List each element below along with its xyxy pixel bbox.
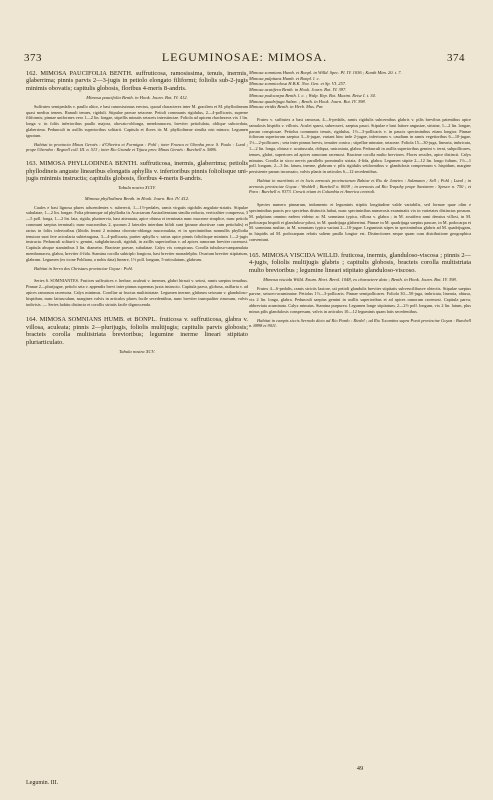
species-163-heading: 163. MIMOSA PHYLLODINEA BENTH. suffruticosa, inermis, glaberrima; petiolis phyllodineis angustе linearibus elongatis aphyllis v. inferioribus pinnis foliolisque uni-jugis minimis instructis; capitulis globosis, floribus 4-meris 8-andris.	[26, 160, 248, 182]
species-162-habitat: Habitat in provincia Minas Geraës : d'Oliveira et Formigas : Pohl ; inter Franca et Ubenha prov. S. Paulo : Lund ; prope Uberaba : Regnell coll. III. n. 513 ; inter Rio Grande et Tijuca prov. Minas Geraës : Burchell n. 5886.	[26, 141, 248, 153]
synonym-line: Mimosa viridis Benth. in Herb. Mus. Par.	[249, 104, 324, 110]
series-note: Series 6. SOMNIANTES. Frutices suffrutices v. herbae, aculeati v. inermes, glabri hirsuti v. setosi, ramis saepius tenuibus. Pinnae 2—plurijugae, petiolo seta v. appendix brevi inter pinnas supremas juxta instructo. Capitula parva, globosa, axillaria v. ad apices ramorum racemosa. Calyx minimus. Corollae ut fructus multistriatae. Legumen inerme, glabrum setosum v. glandulosо-hispidum, nunc latiusculum, margines valvis in articulos plures facile secedentibus, nunc breviter inaequaliter rimosum, valvis indivisis. — Series habitu distincta et corollis striatis facile dignoscenda.	[26, 278, 248, 307]
synonym-line: Mimosa quadrijuga Salzm. ; Benth. in Hook. Journ. Bot. IV. 398.	[249, 98, 366, 104]
species-163-synonym: Mimosa phyllodinea Benth. in Hook. Journ. Bot. IV. 412.	[84, 195, 190, 201]
species-162-synonym: Mimosa paucifolia Benth. in Hook. Journ. Bot. IV. 412.	[86, 94, 188, 100]
species-164-description: Frutex v. suffrutex a basi ramosus, 4—6-pedalis, ramis rigidulis subcernibus glabris v. pilis brevibus patentibus apice ramulosis hispidis v. villosis. Aculei sparsi, subrecurvi, saepius pauci. Stipulae e basi latiore angustae, striatae, 1—2 lin. longae, parum conspicuae. Petiolus communis tenuis, rigidulus, 1½—3-pollicaris v. in paucis speciminibus etiam longior. Pinnae foliorum superiorum saepius 3—6-jugae, variant hinc inde 2-jugae, inferiorum v. caudium in ramis vegetioribus 6—10-jugae, 1½—2-pollicares ; seta inter pinnas brevis, tenuiter conica ; stipellae minutae, setaceae. Foliola 15—30-juga, linearia, imbricata, 1—2 lin. longa, obtusa v. acutiuscula, obliqua, unicostata, glabra. Pedunculi in axillis superioribus gemini v. terni, subpollicares, tenues, glabri, superiores ad apices ramorum racemosi. Bracteae corolla multo breviores. Flores sessiles, apice distincti. Calyx minutus. Corolla in sicco nervis parallelis prominulis striata, 4-fida, glabra. Legumen stipite 2—12 lin. longo fultum, 1½—1 poll. longum, 2—3 lin. latum, inerme, glabrum v. pilis rigidulis setiformibus v. glandulosis compressum v. hispidum, margine persistente parum incrassato, valvis planis in articulos 6—12 secedentibus.	[249, 116, 471, 175]
running-header	[24, 50, 465, 65]
species-163-description: Caules e basi lignosa plures adscendentes v. suberecti, 1—1½-pedales, ramis virgatis rigidulis angulato-striatis. Stipulae subulatae, 1—2 lin. longae. Folia plerumque ad phyllodia iis Acaciarum Australiensium similia reducta, verticaliter compressa, 3—5 poll. longa, 1—2 lin. lata, rigida, plurinervia, basi attenuata, apice obtusa et terminata nunc mucrone simplice, nunc petiolo communi saepius terminali; nunc mucronibus 2, quorum 2 laterales interdum bifidi sunt (pinnae abortivae cum petiolulis) et rarius in foliis inferioribus (libidis ferant 2 minima obovato-oblonga mucronulata, et in speciminibus nonnullis phyllodia tenuiora sunt fere acicularia subtetragona, 3—4-pollicaria, pariter aphylla v. rarius apice pinnis foliolisque minimis 1—2-jugis instructa. Pedunculi solitarii v. gemini, subglabriusculi, rigiduli, in axillis superioribus v. ad apices ramorum breviter racemosi. Capitula absque staminibus 3 lin. diametro. Bracteae parvae, subulatae. Calyx vix conspicuus. Corolla tubuloso-campanulata membranacea, glabra, breviter 4-fida. Stamina corolla subtriplo longiora, basi breviter monadelpha. Ovarium breviter stipitatum, glabrum. Legumen (ex icone Pohliana, a nobis data) lineare, 1½ poll. longum, 5-articulatum, glabrum.	[26, 204, 248, 262]
species-164-habitat: Habitat in maritimis et in locis arenosis provinciarum Bahiae et Rio de Janeiro : Salzmann ; Sell ; Pohl ; Lund ; in arenosis provinciae Goyaz : Weddell ; Burchell n. 8638 ; in arenosis ad Rio Trapuhy prope Santarem : Spruce n. 750 ; et Para : Burchell n. 9373. Crescit etiam in Columbia et America centrali.	[249, 177, 471, 195]
species-162-heading: 162. MIMOSA PAUCIFOLIA BENTH. suffruticosa, ramosissima, tenuis, inermis, glaberrima; pinnis parvis 2—3-jugis in petiolo elongato filiformi; foliolis sub-2-jugis minimis obovatis; capitulis globosis, floribus 4-meris 8-andris.	[26, 70, 248, 92]
species-163-habitat: Habitat in Serra dos Christaes provinciae Goyaz : Pohl.	[34, 265, 133, 271]
species-165-synonym: Mimosa viscida Willd. Enum. Hort. Berol. 1048, ex charactere dato ; Benth. in Hook. Journ. Bot. IV. 398.	[263, 276, 457, 282]
species-162-description: Suffrutex semipedalis v. paullo altior, e basi ramosissimus erectus, quoad characteres inter M. gracilem et M. phyllodineam quasi medius tenens. Ramuli tenues, rigiduli. Stipulae parvae setaceae. Petioli communis rigidulus, 2—4-pollicaris, superne filiformis; pinnae uniformes vero 1—2 lin. longae, stipellis minutis setaceis interstinctae. Foliola ad apicem rhachezeos vix 1 lin. longa v. in foliis inferioribus paullo majora, obovato-oblonga, membranacea, breviter petiolulata, oblique subcordata, glaberrima. Pedunculi in axillis superioribus solitarii. Capitula et flores iis M. phyllodineae similia nisi minora. Legumen ignotum.	[26, 103, 248, 138]
species-164-heading: 164. MIMOSA SOMNIANS HUMB. et BONPL. fruticosa v. suffruticosa, glabra v. villosa, aculeata; pinnis 2—plurijugis, foliolis multijugis; capitulis parvis globosis; bracteis corolla multistriata brevioribus; legumine inerme lineari stipitato pluriarticulato.	[26, 316, 248, 346]
synonym-line: Mimosa acutifera Benth. in Hook. Journ. Bot. IV. 397.	[249, 87, 347, 93]
sheet-signature: 49	[356, 765, 364, 772]
synonym-line: Mimosa somnians Humb. et Bonpl. in Willd. Spec. Pl. IV. 1036 ; Kunth Mim. 20. t. 7.	[249, 70, 402, 75]
synonym-line: Mimosa pulpitans Humb. et Bonpl. l. c.	[249, 75, 320, 81]
synonym-line: Mimosa somniculosa H.B.K. Nov. Gen. et Sp. VI. 257.	[249, 81, 347, 87]
species-164-note: Species numero pinnarum, indumento et leguminis stipitis longitudine valde variabilis, sed formae quae olim e speciminibus paucis pro speciebus distinctis habui, nunc speciminibus numerosis examinatis vix in varietates distinctas possum. M. pulpitans omnino eadem videtur ac M. somnians typica, villosa v. glabra ; in M. acutifera rami densius villosi, in M. podocarpa hispidi et glandulosо-pilosi, in M. quadrijuga glaberrimi. Pinnae in M. quadrijuga saepius paucae, in M. podocarpa et M. somnians multae, in M. somnians typica variant 2—10-jugae. Leguminis stipes in speciminibus glabris ad M. quadrijugam, in hispidis ad M. podocarpam relatis saltem paullo longior est. Distinctiones neque quam cum distributione geographica conveniunt.	[249, 202, 471, 243]
running-title: LEGUMINOSAE: MIMOSA.	[161, 50, 328, 64]
species-163-plate: Tabula nostra XCIV.	[118, 185, 156, 191]
right-column	[249, 70, 471, 775]
species-165-description: Frutex 4—6-pedalis, ramis strictis laxiore, uti petioli glandulis breviter stipitatis subvescilibusve obtectis. Stipulae saepius parvae, setaceo-acuminatae. Petiolus 1½—3-pollicaris. Pinnae semipollicares. Foliola 30—50-juga, imbricata, linearia, obtusa, vix 2 lin. longa, glabra. Pedunculi saepius gemini in axillis superioribus et ad apices ramorum racemosi. Capitula parva, abbreviata acuminata. Calyx minutus. Stamina purpurea. Legumen longe stipitatum, 2—2½ poll. longum, vix 2 lin. latum, plus minus pilis glandulosis conspersum, valvis in articulos 10—12 leguminis quam latis secedentibus.	[249, 285, 471, 314]
species-165-habitat: Habitat in campis siccis Serrado dicto ad Rio Pardo : Riedel ; ad Rio Tocantins supra Ponti provinciae Goyaz : Burchell n. 8898 et 9011.	[249, 317, 471, 329]
species-164-plate: Tabula nostra XCV.	[119, 348, 155, 354]
left-column	[26, 70, 248, 778]
footer-signature: Legumin. III.	[26, 780, 59, 786]
left-page-number: 373	[24, 52, 42, 64]
right-page-number: 374	[447, 52, 465, 64]
species-165-heading: 165. MIMOSA VISCIDA WILLD. fruticosa, inermis, glanduloso-viscosa ; pinnis 2—4-jugis, foliolis multijugis glabris ; capitulis globosis, bracteis corolla multistriata multo brevioribus ; legumine lineari stipitato glanduloso-viscoso.	[249, 251, 471, 274]
species-164-synonyms	[249, 70, 471, 110]
synonym-line: Mimosa podocarpa Benth. l. c. ; Walp. Rep. Bot. Maxim. Reise I. t. 34.	[249, 92, 376, 98]
